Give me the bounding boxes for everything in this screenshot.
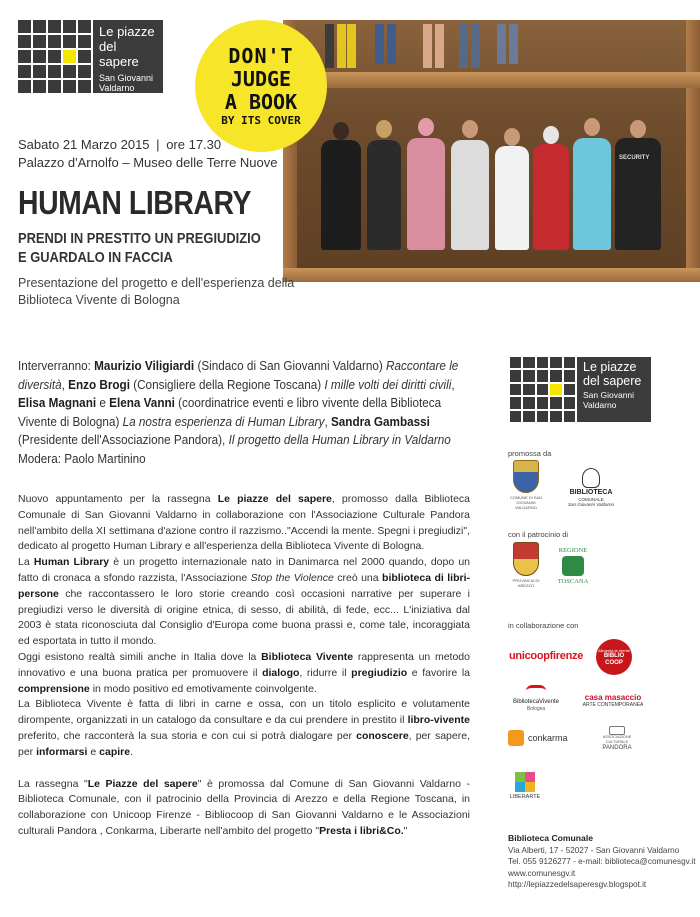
event-date: Sabato 21 Marzo 2015 — [18, 137, 150, 152]
paragraph-4: La Biblioteca Vivente è fatta di libri in carne e ossa, con un titolo esplicito e volutamente dirompente, organizzati in un catalogo da consultare e da cui prendere in prestito il libro-vivente preferito, che racconterà la sua storia e con cui si potrà dialogare per conoscere, per sapere, per informarsi e capire. — [18, 698, 470, 758]
contact-blog[interactable]: http://lepiazzedelsaperesgv.blogspot.it — [508, 880, 647, 890]
sticker-line3: A BOOK — [224, 90, 298, 114]
pandora-box-icon — [609, 726, 625, 735]
sticker-line1: DON'T — [228, 44, 294, 68]
paragraph-2: La Human Library è un progetto internazionale nato in Danimarca nel 2000 quando, dopo un fatto di cronaca a sfondo razzista, l'Associazione Stop the Violence creò una biblioteca di libri-persone che raccontassero le loro storie creando così occasioni narrative per superare i pregiudizi verso le diversità di origine etnica, di sesso, di abilità, di fede, ecc... L'iniziativa dal 2003 è stata riconosciuta dal Consiglio d'Europa come buona prassi e, come tale, incoraggiata ed esportata in tutto il mondo. — [18, 556, 470, 648]
talk-title: I mille volti dei diritti civili — [324, 377, 452, 392]
biblioteca-comunale-logo: BIBLIOTECA COMUNALE San Giovanni Valdarno — [556, 462, 626, 512]
logo-grid-icon — [18, 20, 91, 93]
event-place: Palazzo d'Arnolfo – Museo delle Terre Nuove — [18, 155, 278, 170]
logo-sub-line2: Valdarno — [99, 83, 135, 93]
casa-masaccio-logo: casa masaccio ARTE CONTEMPORANEA — [582, 692, 644, 708]
logo-sub-line1: San Giovanni — [99, 73, 154, 83]
provincia-crest-icon — [513, 542, 539, 576]
event-time: ore 17.30 — [166, 137, 222, 152]
provincia-logo: PROVINCIA DI AREZZO — [508, 542, 544, 588]
sticker-line4: BY ITS COVER — [221, 114, 301, 127]
paragraph-3: Oggi esistono realtà simili anche in Italia dove la Biblioteca Vivente rappresenta un metodo innovativo e una buona pratica per promuovere il dialogo, ridurre il pregiudizio e favorire la comprensione in modo positivo ed emotivamente coinvolgente. — [18, 650, 470, 695]
bibliocoop-logo: Alimenta la mente BIBLIO COOP — [596, 639, 632, 675]
moderator: Modera: Paolo Martinino — [18, 451, 146, 466]
logo-text: Le piazze del sapere San Giovanni Valdarno — [577, 357, 651, 422]
collaboration-label: in collaborazione con — [508, 621, 579, 630]
patronage-label: con il patrocinio di — [508, 530, 569, 539]
event-separator: | — [156, 137, 160, 152]
comune-logo: COMUNE DI SAN GIOVANNI VALDARNO — [508, 460, 544, 510]
event-presentation-line2: Biblioteca Vivente di Bologna — [18, 293, 180, 307]
speaker-name: Maurizio Viligiardi — [94, 359, 195, 373]
logo-grid-icon — [510, 357, 575, 422]
pandora-logo: ASSOCIAZIONE CULTURALE PANDORA — [592, 726, 642, 752]
regione-toscana-logo: REGIONE TOSCANA — [557, 547, 589, 585]
event-presentation-line1: Presentazione del progetto e dell'esperienza della — [18, 276, 295, 290]
liberarte-icon — [515, 772, 535, 792]
speakers-paragraph: Interverranno: Maurizio Viligiardi (Sindaco di San Giovanni Valdarno) Raccontare le diversità, Enzo Brogi (Consigliere della Regione Toscana) I mille volti dei diritti civili, Elisa Magnani e Elena Vanni (coordinatrice eventi e libro vivente della Biblioteca Vivente di Bologna) La nostra esperienza di Human Library, Sandra Gambassi (Presidente dell'Associazione Pandora), Il progetto della Human Library in Valdarno Modera: Paolo Martinino — [18, 359, 459, 466]
contact-address: Via Alberti, 17 - 52027 - San Giovanni Valdarno — [508, 845, 680, 855]
paragraph-5: La rassegna "Le Piazze del sapere" è promossa dal Comune di San Giovanni Valdarno - Biblioteca Comunale, con il patrocinio della Provincia di Arezzo e della Regione Toscana, in collaborazione con Unicoop Firenze - Bibliocoop di San Giovanni Valdarno e le Associazioni culturali Pandora , Conkarma, Liberarte nell'ambito del progetto "Presta i libri&Co." — [18, 777, 470, 837]
pegasus-icon — [562, 556, 584, 576]
speaker-name: Elena Vanni — [109, 396, 175, 410]
contact-block — [508, 833, 695, 891]
conkarma-logo: conkarma — [508, 727, 578, 749]
contact-title: Biblioteca Comunale — [508, 833, 593, 843]
event-subtitle-line1: PRENDI IN PRESTITO UN PREGIUDIZIO — [18, 230, 261, 247]
sidebar-logo — [510, 357, 651, 422]
paragraph-1: Nuovo appuntamento per la rassegna Le piazze del sapere, promosso dalla Biblioteca Comunale di San Giovanni Valdarno in collaborazione con l'Associazione Culturale Pandora nell'ambito della XI settimana d'azione contro il razzismo.."Accendi la mente. Spegni i pregiudizi", dedicato al progetto Human Library e all'esperienza della Biblioteca Vivente di Bologna. — [18, 493, 470, 553]
logo-main-line2: del sapere — [99, 39, 139, 69]
comune-crest-icon — [513, 460, 539, 493]
contact-website[interactable]: www.comunesgv.it — [508, 868, 576, 878]
security-shirt-text: SECURITY — [619, 155, 650, 161]
liberarte-logo: LIBERARTE — [508, 767, 542, 805]
header-logo — [18, 20, 163, 93]
event-title: HUMAN LIBRARY — [18, 184, 252, 221]
speaker-name: Elisa Magnani — [18, 396, 97, 410]
speaker-name: Enzo Brogi — [68, 377, 130, 392]
talk-title: Il progetto della Human Library in Valdarno — [228, 433, 451, 447]
logo-text — [93, 20, 163, 93]
sticker-line2: JUDGE — [230, 67, 292, 91]
conkarma-icon — [508, 730, 524, 746]
contact-phone-email[interactable]: Tel. 055 9126277 - e-mail: biblioteca@comunesgv.it — [508, 857, 696, 867]
event-date-time — [18, 137, 221, 152]
promoted-by-label: promossa da — [508, 449, 552, 458]
dont-judge-sticker — [195, 20, 327, 152]
speaker-name: Sandra Gambassi — [330, 414, 430, 429]
body-text — [18, 492, 470, 840]
bookshelf-people-photo — [283, 20, 700, 282]
unicoop-logo: unicoopfirenze — [508, 650, 584, 662]
biblioteca-vivente-logo: BibliotecaVivente Bologna — [508, 682, 564, 714]
people-figure-icon — [526, 685, 546, 699]
talk-title: La nostra esperienza di Human Library — [122, 414, 325, 429]
logo-main-line1: Le piazze — [99, 24, 155, 39]
bulb-book-icon — [582, 468, 600, 488]
event-subtitle-line2: E GUARDALO IN FACCIA — [18, 249, 173, 266]
talk-title: Raccontare le diversità — [18, 359, 459, 392]
